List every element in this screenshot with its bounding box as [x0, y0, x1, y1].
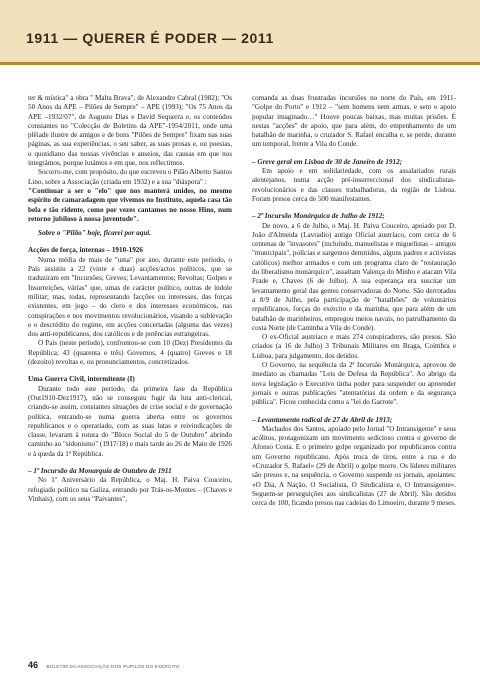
body-paragraph: De novo, a 6 de Julho, o Maj. H. Paiva Couceiro, apoiado por D. João d'Almeida (Lavradio) antigo Oficial austríaco, com cerca de 6 centenas de "invasores" (incluindo, manuelistas e miguelistas – antigos "municipais", polícias e sargentos demitidos, alguns padres e activistas católicos) melhor armados e com um programa claro de "restauração do liberalismo monárquico", assaltam Valença do Minho e atacam Vila Frade e, Chaves (6 de Julho). A sua esperança era suscitar um levantamento geral das gentes conservadoras do Norte. São derrotados a 8/9 de Julho, pela participação de "batalhões" de voluntários republicanos, forças do exército e da marinha, que para além de um batalhão de marinheiros, empregou meios navais, no patrulhamento da costa Norte (de Caminha a Vila do Conde). [252, 221, 456, 332]
body-paragraph: O País (neste período), confrontou-se com 10 (Dez) Presidentes da República; 43 (quarenta e três) Governos, 4 (quatro) Greves e 18 (dezoito) revoltas e, ou pronunciamentos, concretizados. [28, 339, 232, 367]
page-footer [28, 655, 180, 673]
publication-name: BOLETIM DA ASSOCIAÇÃO DOS PUPILOS DO EXÉRCITO [46, 664, 180, 669]
paragraph-spacer [28, 367, 232, 372]
body-paragraph: Machados dos Santos, apoiado pelo Jornal "O Intransigente" e seus acólitos, protagonizam um movimento sedicioso contra o governo de Afonso Costa. E o primeiro golpe organizado por republicanos contra um Governo republicano. Após troca de tiros, entre a rua e do «Cruzador S. Rafael» (29 de Abril) o golpe morre. Os líderes militares são presos e, na sequência, o Governo suspende os jornais, apoiantes: «O Dia, A Nação, O Socialista, O Sindicalista e, O Intransigente». Seguem-se perseguições aos sindicalistas (27 de Abril). São detidos cerca de 100, ficando presos nas cadeias do Limoeiro, durante 9 meses. [252, 424, 456, 508]
body-paragraph: O ex-Oficial austríaco e mais 274 conspiradores, são presos. São criados (a 16 de Julho) 3 Tribunais Militares em Braga, Coimbra e Lisboa, para julgamento, dos detidos. [252, 333, 456, 360]
body-paragraph: ter & mística" a obra " Malta Brava", de Alexandre Cabral (1982); "Os 50 Anos da APE – Pilões de Sempre" – APE (1993); "Os 75 Anos da APE –1932/07", de Augusto Dias e David Sequerra e, os conteúdos constantes no "Colecção de Boletins da APE"-1954/2011, onde uma plêiade ilustre de amigos e de bons "Pilões de Sempre" fixam nas suas páginas, as sua experiências, o seu saber, as suas prosas e, ou poesias, o quotidiano das nossas vivências e anseios, das causas em que nos integrámos, porque lutámos e em que, nos reflectimos. [28, 94, 232, 168]
paragraph-spacer [252, 204, 456, 209]
body-paragraph: Sobre o "Pilão" hoje, ficarei por aqui. [38, 229, 152, 238]
body-paragraph: O Governo, na sequência da 2ª Incursão Monárquica, aprovou de imediato as chamadas "Leis de Defesa da República". Ao abrigo da nova legislação o Executivo tinha poder para suspender ou apreender jornais e outras publicações "atentatórias da ordem e da segurança pública". Ficou conhecida como a "lei do Garrote". [252, 361, 456, 407]
section-heading: – 1ª Incursão da Monarquia de Outubro de 1911 [28, 466, 172, 475]
paragraph-spacer [28, 459, 232, 464]
body-paragraph: Numa média de mais de "uma" por ano, durante este período, o País assistiu a 22 (vinte e duas) acções/actos políticos, que se traduziram em "Incursões; Greves; Levantamentos; Revoltas; Golpes e Insurreições, várias" que, umas de carácter político, outras de índole militar; mas, todas, representando facções ou interesses, das forças existentes, em jogo – do clero e dos interesses económicos, nas conspirações e nos movimentos revolucionários, visando a sublevação e o descrédito do regime, em acções concertadas (alguma das vezes) dos anti-republicanos, dos católicos e de potências estrangeiras. [28, 255, 232, 339]
body-paragraph: Socorro-me, com propósito, do que escreveu o Pilão Alberto Santos Lino, sobre a Associação (criada em 1932) e a sua "diáspora" : [28, 168, 232, 186]
page-number: 46 [28, 660, 39, 670]
page-title: 1911 — QUERER É PODER — 2011 [26, 30, 274, 46]
body-paragraph: Durante todo este período, da primeira fase da República (Out1910-Dez1917), não se conseguiu fugir da luta anti-clerical, criando-se assim, constantes situações de crise social e de governação política, entrando-se numa guerra aberta entre os governos republicanos e o operariado, com as suas lutas e reivindicações de classe, levaram à rotura do "Bloco Social do 5 de Outubro" abrindo caminho ao "sidonismo" (1917/18) e mais tarde ao 26 de Maio de 1926 e à queda da 1ª República. [28, 384, 232, 458]
body-paragraph: Em apoio e em solidariedade, com os assalariados rurais alentejanos, numa acção pré-insurreccional dos sindicalistas-revolucionários e das classes trabalhadoras, da região de Lisboa. Foram presos cerca de 500 manifestantes. [252, 167, 456, 203]
section-heading: Acções de força, internas – 1910-1926 [28, 246, 143, 255]
body-paragraph: comanda as duas frustradas incursões no norte do País, em 1911-"Golpe do Porto" e 1912 – "sem homens nem armas, e sem o apoio popular imaginado…" Houve poucas baixas, mas muitas prisões. É nestas "acções" de apoio, que para além, do empenhamento de um batalhão de marinha, o cruzador S. Rafael encalha e, se perde, durante um temporal, frente a Vila do Conde. [252, 94, 456, 149]
paragraph-spacer [252, 150, 456, 155]
body-paragraph: "Continuar a ser o "elo" que nos manterá unidos, no mesmo espírito de camaradagem que vivemos no Instituto, aquela casa tão bela e tão ridente, como por vezes cantamos no nosso Hino, num retorno jubiloso à nossa juventude". [28, 186, 232, 223]
section-heading: Uma Guerra Civil, intermitente (I) [28, 375, 135, 384]
left-column [28, 94, 232, 504]
paragraph-spacer [252, 408, 456, 413]
paragraph-spacer [28, 238, 232, 243]
section-heading: – 2ª Incursão Monárquica de Julho de 1912; [252, 212, 385, 221]
right-column [252, 94, 456, 508]
body-paragraph: No 1º Aniversário da República, o Maj. H. Paiva Couceiro, refugiado político na Galiza, entrando por Trás-os-Montes – (Chaves e Vinhais), com os seus "Paivantes", [28, 476, 232, 503]
header-rule [0, 62, 480, 65]
section-heading: – Levantamento radical de 27 de Abril de 1913; [252, 415, 393, 424]
section-heading: – Greve geral em Lisboa de 30 de Janeiro de 1912; [252, 157, 403, 166]
